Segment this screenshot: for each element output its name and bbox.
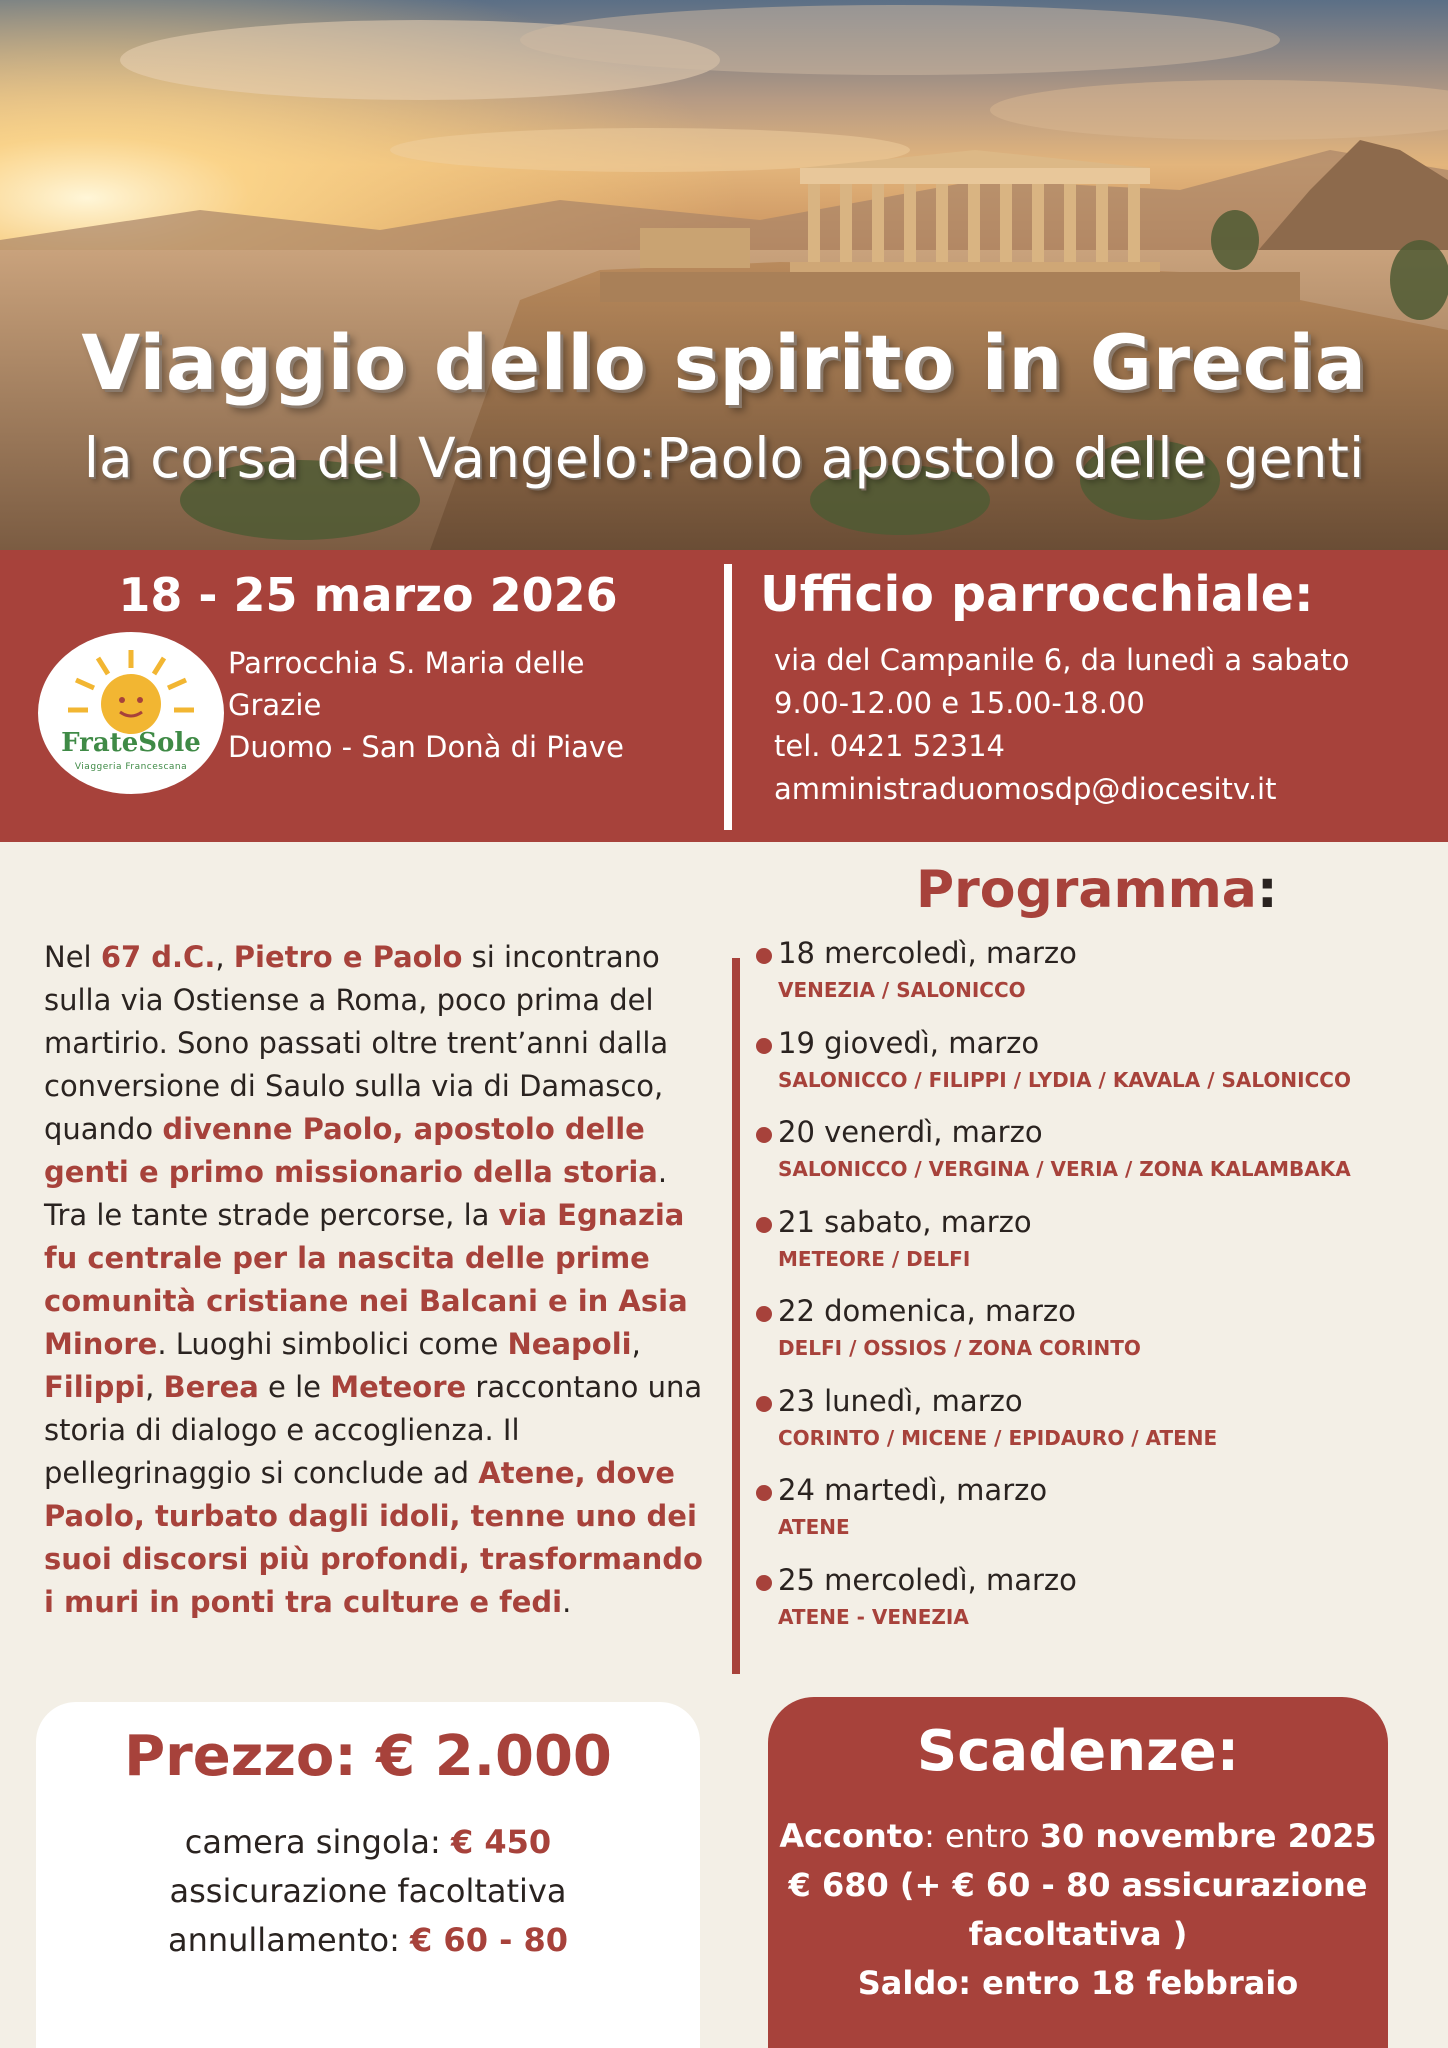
office-email[interactable]: amministraduomosdp@diocesitv.it — [774, 772, 1277, 806]
programma-title-text: Programma — [916, 860, 1257, 920]
hero-image — [0, 0, 1448, 550]
day-label: 24 martedì, marzo — [778, 1473, 1048, 1507]
price-separator: : — [334, 1724, 377, 1789]
price-box — [36, 1702, 700, 2048]
programma-day — [756, 1115, 1416, 1205]
day-places: METEORE / DELFI — [778, 1246, 971, 1271]
bullet-dot — [756, 1396, 772, 1412]
logo-name: FrateSole — [61, 728, 201, 758]
price-details — [36, 1818, 700, 1965]
day-label: 21 sabato, marzo — [778, 1204, 1032, 1239]
day-places: ATENE — [778, 1515, 850, 1539]
programma-day — [756, 1384, 1416, 1474]
office-info — [774, 639, 1350, 811]
intro-text: , — [215, 940, 234, 974]
intro-highlight: Filippi — [44, 1370, 146, 1404]
intro-text: , — [145, 1370, 164, 1404]
cancellation-line — [36, 1916, 700, 1965]
bullet-dot — [756, 1575, 772, 1591]
deadlines-title-text: Scadenze — [916, 1719, 1217, 1784]
programma-day — [756, 936, 1416, 1026]
bullet-dot — [756, 1485, 772, 1501]
day-places: DELFI / OSSIOS / ZONA CORINTO — [778, 1336, 1141, 1360]
intro-highlight: via Egnazia fu centrale per la nascita delle prime comunità cristiane nei Balcani e in Asia Minore — [44, 1198, 688, 1361]
bullet-dot — [756, 1217, 772, 1233]
page-subtitle: la corsa del Vangelo:Paolo apostolo delle genti — [83, 426, 1365, 490]
intro-highlight: divenne Paolo, apostolo delle genti e primo missionario della storia — [44, 1112, 658, 1189]
day-places: VENEZIA / SALONICCO — [778, 978, 1026, 1002]
office-hours: 9.00-12.00 e 15.00-18.00 — [774, 686, 1145, 720]
intro-highlight: Atene, dove Paolo, turbato dagli idoli, tenne uno dei suoi discorsi più profondi, trasformando i muri in ponti tra culture e fedi — [44, 1456, 703, 1619]
day-label: 20 venerdì, marzo — [778, 1115, 1043, 1149]
bullet-dot — [756, 948, 772, 964]
parish-line: Parrocchia S. Maria delle — [228, 646, 585, 680]
parish-line: Grazie — [228, 688, 322, 722]
intro-highlight: Pietro e Paolo — [233, 940, 463, 974]
deposit-amount: € 680 (+ € 60 - 80 assicurazione facoltativa ) — [788, 1866, 1368, 1953]
day-places: SALONICCO / VERGINA / VERIA / ZONA KALAMBAKA — [778, 1157, 1351, 1181]
parish-line: Duomo - San Donà di Piave — [228, 730, 624, 764]
programma-list — [756, 936, 1416, 1652]
trip-dates: 18 - 25 marzo 2026 — [118, 568, 618, 622]
deposit-line — [768, 1812, 1388, 1861]
info-band — [0, 550, 1448, 842]
deadlines-box — [768, 1697, 1388, 2048]
bullet-dot — [756, 1306, 772, 1322]
band-divider — [724, 564, 732, 830]
office-address: via del Campanile 6, da lunedì a sabato — [774, 643, 1350, 677]
intro-text: . Tra le tante strade percorse, la — [44, 1155, 668, 1232]
intro-text: . — [562, 1585, 572, 1619]
intro-text: . Luoghi simbolici come — [157, 1327, 508, 1361]
programma-title-colon: : — [1256, 860, 1278, 920]
programma-day — [756, 1563, 1416, 1653]
intro-highlight: Berea — [163, 1370, 259, 1404]
deposit-text: : entro — [924, 1817, 1040, 1855]
intro-text: Nel — [44, 940, 101, 974]
intro-text: , — [631, 1327, 641, 1361]
deposit-date: 30 novembre 2025 — [1039, 1817, 1377, 1855]
intro-text: e le — [258, 1370, 331, 1404]
intro-text: si incontrano sulla via Ostiense a Roma, poco prima del martirio. Sono passati oltre trent’anni dalla conversione di Saulo sulla via di Damasco, quando — [44, 940, 669, 1146]
office-title: Ufficio parrocchiale: — [760, 566, 1314, 623]
day-places: CORINTO / MICENE / EPIDAURO / ATENE — [778, 1425, 1218, 1450]
cancellation-price: € 60 - 80 — [410, 1921, 569, 1959]
day-places: ATENE - VENEZIA — [778, 1604, 969, 1629]
day-places: SALONICCO / FILIPPI / LYDIA / KAVALA / SALONICCO — [778, 1067, 1351, 1092]
price-title — [36, 1724, 700, 1789]
parish-info — [228, 642, 688, 768]
office-phone: tel. 0421 52314 — [774, 729, 1005, 763]
programma-day — [756, 1294, 1416, 1384]
programma-day — [756, 1205, 1416, 1295]
intro-paragraph — [44, 936, 714, 1624]
price-value: € 2.000 — [376, 1724, 612, 1789]
intro-highlight: 67 d.C. — [100, 940, 216, 974]
programma-timeline — [732, 958, 740, 1674]
deadlines-details — [768, 1812, 1388, 2008]
programma-title — [916, 860, 1278, 920]
day-label: 23 lunedì, marzo — [778, 1383, 1023, 1418]
fratesole-logo — [38, 632, 224, 794]
day-label: 22 domenica, marzo — [778, 1294, 1076, 1328]
page-title: Viaggio dello spirito in Grecia — [81, 318, 1367, 407]
bullet-dot — [756, 1038, 772, 1054]
balance-line: Saldo: entro 18 febbraio — [857, 1964, 1299, 2002]
day-label: 25 mercoledì, marzo — [778, 1562, 1077, 1597]
insurance-line: assicurazione facoltativa — [169, 1872, 567, 1910]
single-room-line — [36, 1818, 700, 1867]
deadlines-title — [768, 1719, 1388, 1784]
deadlines-title-colon: : — [1216, 1719, 1240, 1784]
day-label: 19 giovedì, marzo — [778, 1025, 1040, 1060]
programma-day — [756, 1026, 1416, 1116]
intro-highlight: Neapoli — [507, 1327, 632, 1361]
day-label: 18 mercoledì, marzo — [778, 936, 1077, 970]
single-room-price: € 450 — [450, 1823, 552, 1861]
intro-text: raccontano una storia di dialogo e accoglienza. Il pellegrinaggio si conclude ad — [44, 1370, 703, 1490]
logo-tagline: Viaggeria Francescana — [74, 762, 188, 772]
bullet-dot — [756, 1127, 772, 1143]
intro-highlight: Meteore — [330, 1370, 467, 1404]
deposit-label: Acconto — [779, 1817, 925, 1855]
programma-day — [756, 1473, 1416, 1563]
single-room-label: camera singola: — [184, 1823, 451, 1861]
price-label: Prezzo — [124, 1724, 335, 1789]
cancellation-label: annullamento: — [167, 1921, 411, 1959]
